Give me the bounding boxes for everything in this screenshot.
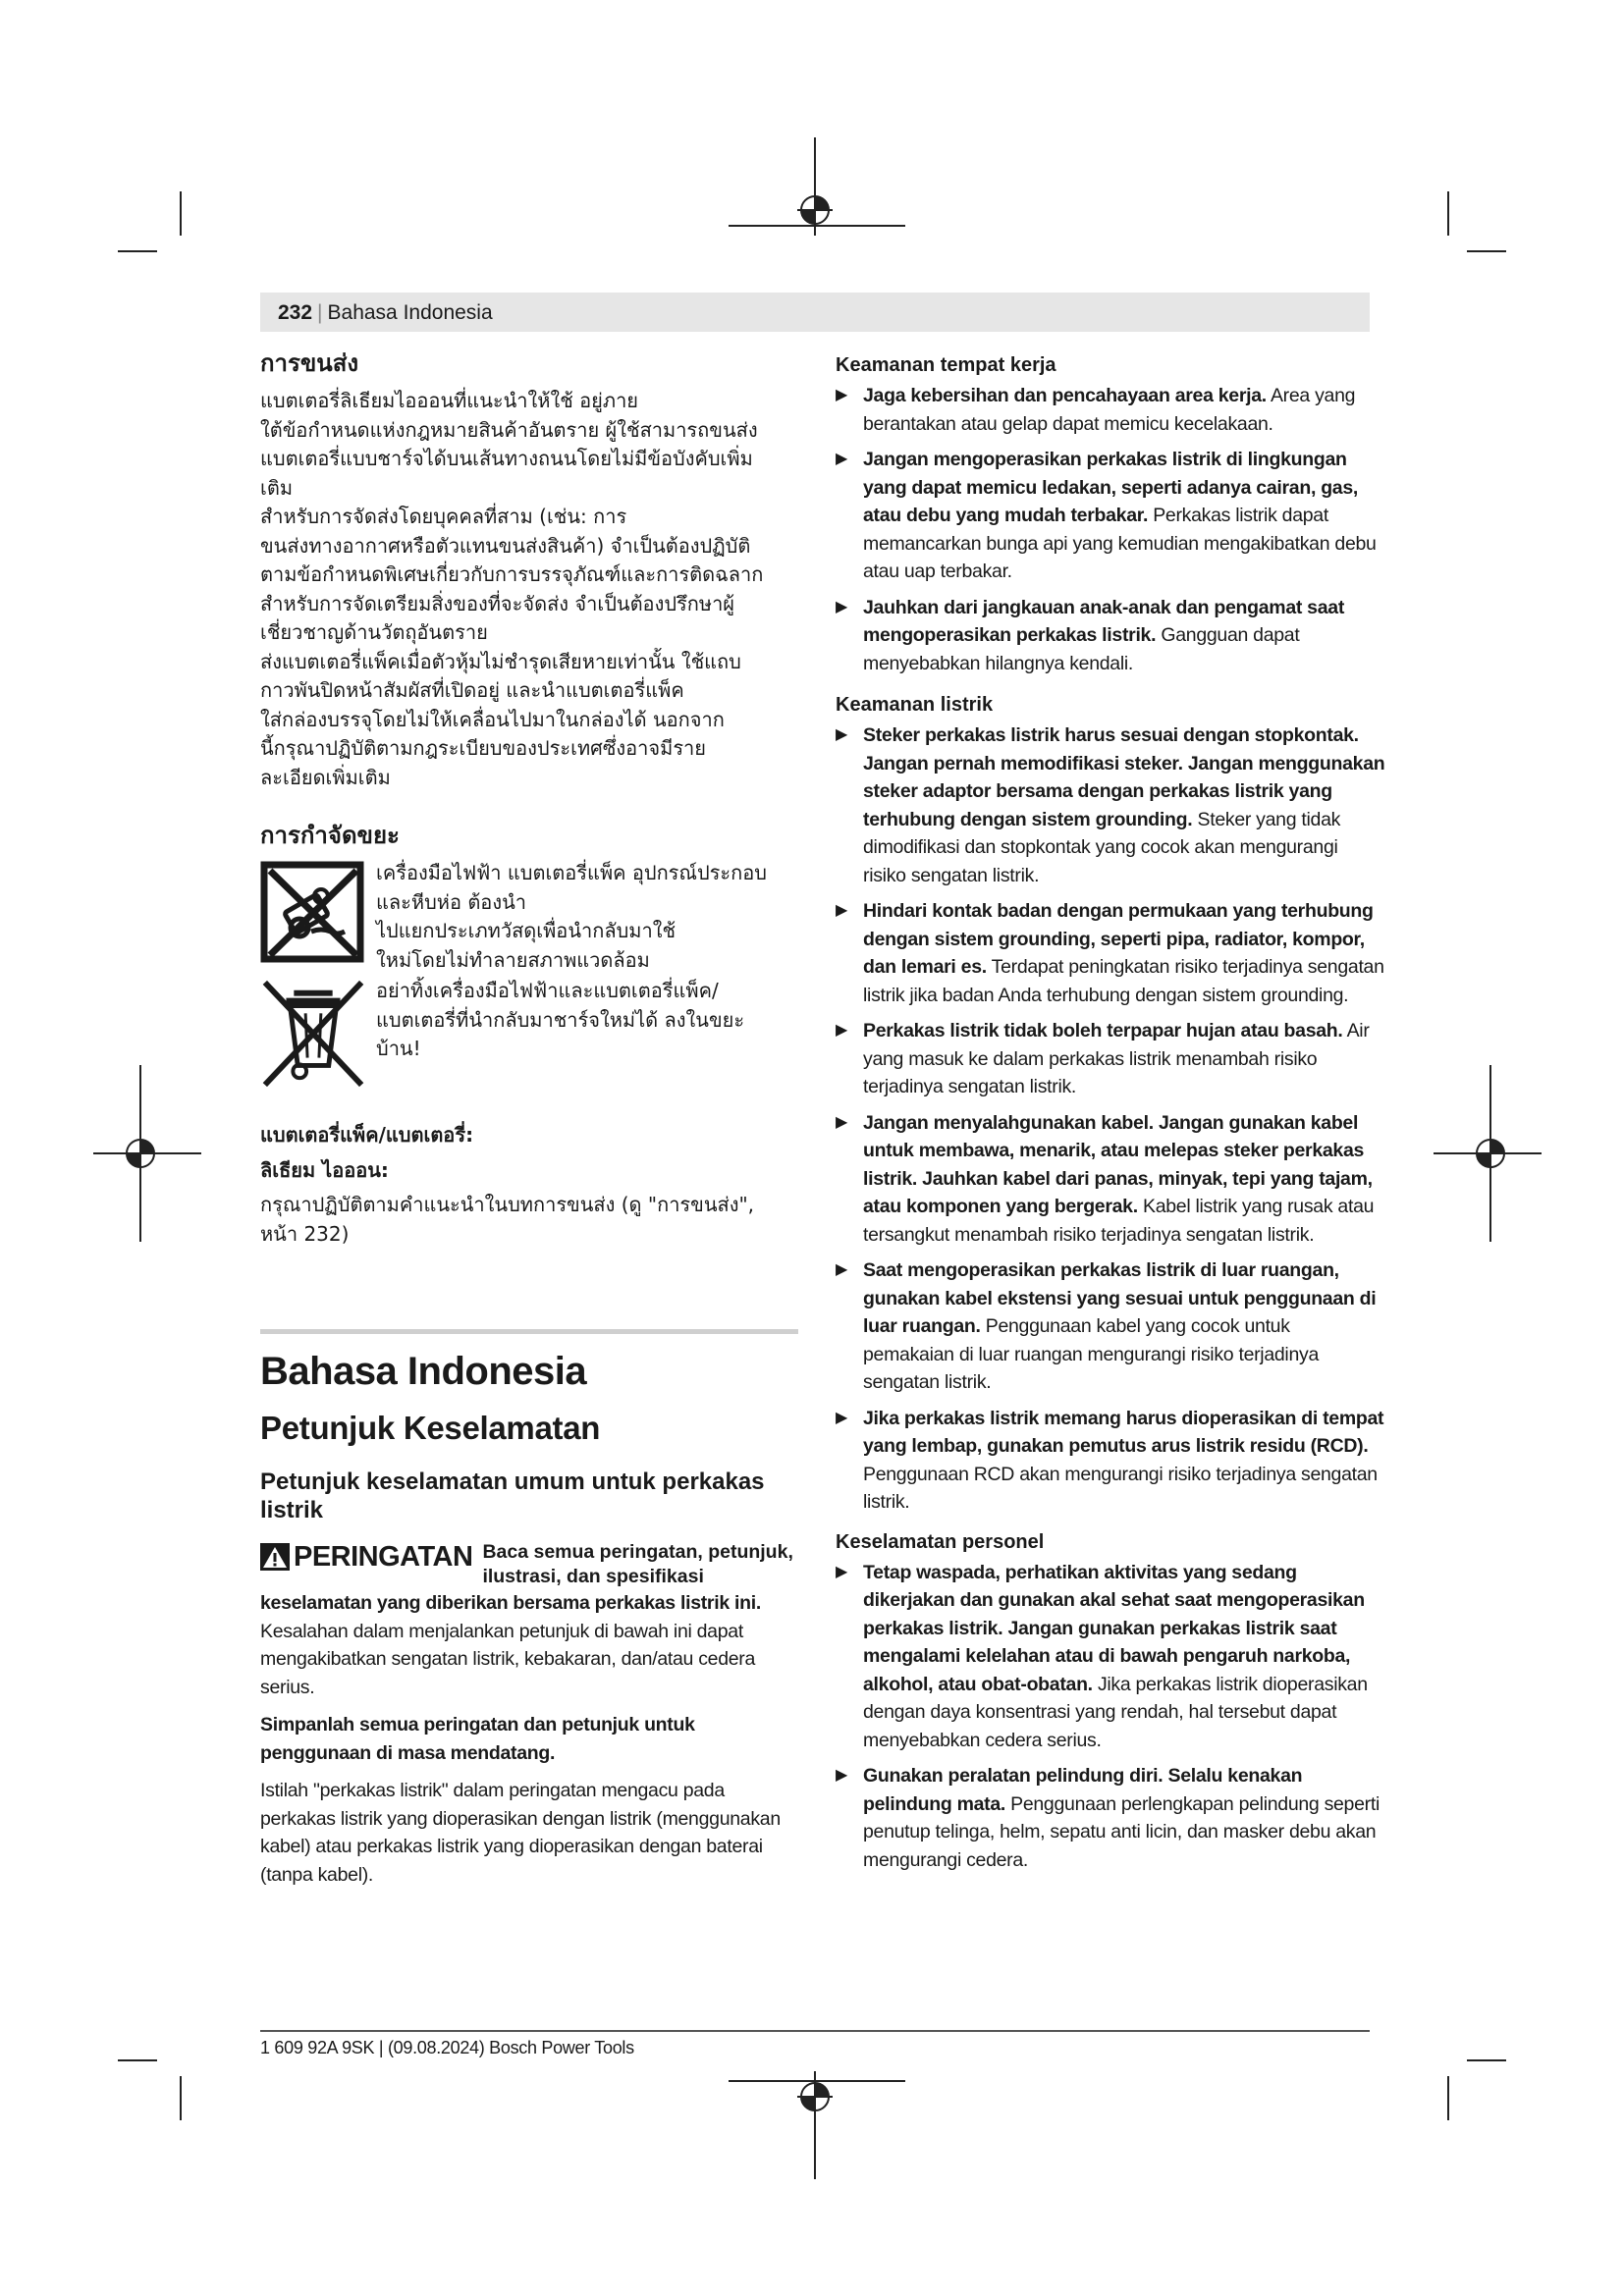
item-bold: Jika perkakas listrik memang harus dioperasikan di tempat yang lembap, gunakan pemutus arus listrik residu (RCD). (863, 1407, 1384, 1457)
warning-label: PERINGATAN (294, 1541, 473, 1573)
general-safety-title: Petunjuk keselamatan umum untuk perkakas listrik (260, 1468, 765, 1523)
item-text: Jika perkakas listrik dioperasikan dengan daya konsentrasi yang rendah, hal tersebut dapat menyebabkan cedera serius. (863, 1673, 1368, 1751)
transport-line: ส่งแบตเตอรี่แพ็คเมื่อตัวหุ้มไม่ชำรุดเสียหายเท่านั้น ใช้แถบ (260, 649, 741, 673)
list-item (836, 594, 1385, 678)
no-battery-waste-icon (260, 859, 366, 965)
battery-heading: แบตเตอรี่แพ็ค/แบตเตอรี่: (260, 1123, 474, 1147)
bullet-arrow-icon: ▶ (836, 1113, 848, 1131)
warning-lead: ilustrasi, dan spesifikasi (482, 1566, 704, 1587)
page-header: 232 | Bahasa Indonesia (278, 301, 493, 324)
warning-badge (260, 1540, 472, 1574)
footer-divider (260, 2030, 1370, 2032)
item-text: Air yang masuk ke dalam perkakas listrik menambah risiko terjadinya sengatan listrik. (863, 1020, 1370, 1097)
bullet-arrow-icon: ▶ (836, 1409, 848, 1426)
transport-line: ใส่กล่องบรรจุโดยไม่ให้เคลื่อนไปมาในกล่องได้ นอกจาก (260, 707, 725, 731)
registration-mark-right (1434, 1065, 1542, 1242)
transport-line: ใต้ข้อกำหนดแห่งกฎหมายสินค้าอันตราย ผู้ใช้สามารถขนส่ง (260, 417, 758, 442)
item-text: Terdapat peningkatan risiko terjadinya sengatan listrik jika badan Anda terhubung dengan sistem grounding. (863, 956, 1384, 1006)
list-item (836, 1017, 1385, 1101)
item-bold: Perkakas listrik tidak boleh terpapar hujan atau basah. (863, 1020, 1343, 1041)
transport-line: สำหรับการจัดส่งโดยบุคคลที่สาม (เช่น: การ (260, 505, 627, 528)
list-item (836, 1109, 1385, 1250)
bullet-arrow-icon: ▶ (836, 387, 848, 403)
disposal-item-line: เครื่องมือไฟฟ้า แบตเตอรี่แพ็ค อุปกรณ์ประกอบ (376, 861, 767, 884)
list-item (836, 1762, 1385, 1874)
disposal-item (260, 977, 798, 1091)
warning-bold-text: keselamatan yang diberikan bersama perkakas listrik ini. (260, 1592, 761, 1614)
warning-lead: Baca semua peringatan, petunjuk, (482, 1541, 793, 1563)
warning-block (260, 1540, 798, 1589)
left-column (260, 347, 798, 1889)
transport-line: เติม (260, 475, 294, 500)
list-item (836, 382, 1385, 438)
disposal-item-line: อย่าทิ้งเครื่องมือไฟฟ้าและแบตเตอรี่แพ็ค/ (376, 979, 719, 1002)
item-text: Gangguan dapat menyebabkan hilangnya kendali. (863, 624, 1300, 674)
item-text: Penggunaan perlengkapan pelindung seperti penutup telinga, helm, sepatu anti licin, dan masker debu akan mengurangi cedera. (863, 1792, 1380, 1871)
item-bold: Jauhkan dari jangkauan anak-anak dan pengamat saat mengoperasikan perkakas listrik. (863, 596, 1345, 646)
item-bold: Jaga kebersihan dan pencahayaan area kerja. (863, 385, 1267, 406)
list-item (836, 897, 1385, 1009)
item-text: Area yang berantakan atau gelap dapat memicu kecelakaan. (863, 385, 1356, 435)
item-bold: Gunakan peralatan pelindung diri. Selalu kenakan pelindung mata. (863, 1765, 1303, 1815)
list-item (836, 1256, 1385, 1397)
list-item (836, 446, 1385, 586)
crossed-out-wheelie-bin-icon (260, 977, 366, 1091)
liion-heading: ลิเธียม ไอออน: (260, 1158, 389, 1182)
disposal-item (260, 859, 798, 975)
transport-line: ละเอียดเพิ่มเติม (260, 765, 391, 789)
item-bold: Jangan menyalahgunakan kabel. Jangan gunakan kabel untuk membawa, menarik, atau melepas steker perkakas listrik. Jauhkan kabel dari panas, minyak, tepi yang tajam, atau komponen yang bergerak. (863, 1111, 1373, 1217)
item-bold: Saat mengoperasikan perkakas listrik di luar ruangan, gunakan kabel ekstensi yang sesuai untuk penggunaan di luar ruangan. (863, 1259, 1377, 1337)
liion-line: หน้า 232) (260, 1221, 350, 1246)
save-instructions-body: Istilah "perkakas listrik" dalam peringatan mengacu pada perkakas listrik yang dioperasikan dengan listrik (menggunakan kabel) atau perkakas listrik yang dioperasikan dengan baterai (tanpa kabel). (260, 1780, 781, 1886)
item-text: Penggunaan kabel yang cocok untuk pemakaian di luar ruangan mengurangi risiko terjadinya sengatan listrik. (863, 1315, 1319, 1393)
list-item (836, 1405, 1385, 1517)
bullet-arrow-icon: ▶ (836, 1767, 848, 1784)
disposal-item-line: ไปแยกประเภทวัสดุเพื่อนำกลับมาใช้ (376, 919, 677, 942)
registration-mark-bottom (729, 2071, 905, 2179)
page-number: 232 (278, 301, 313, 324)
warning-body (260, 1589, 798, 1701)
transport-line: กาวพันปิดหน้าสัมผัสที่เปิดอยู่ และนำแบตเตอรี่แพ็ค (260, 678, 684, 702)
transport-line: สำหรับการจัดเตรียมสิ่งของที่จะจัดส่ง จำเป็นต้องปรึกษาผู้ (260, 591, 735, 615)
item-bold: Steker perkakas listrik harus sesuai dengan stopkontak. Jangan pernah memodifikasi steker. Jangan menggunakan steker adaptor bersama dengan perkakas listrik yang terhubung dengan sistem grounding. (863, 724, 1385, 830)
disposal-item-line: บ้าน! (376, 1037, 421, 1060)
bullet-arrow-icon: ▶ (836, 1563, 848, 1580)
transport-line: ตามข้อกำหนดพิเศษเกี่ยวกับการบรรจุภัณฑ์และการติดฉลาก (260, 562, 764, 586)
item-bold: Hindari kontak badan dengan permukaan yang terhubung dengan sistem grounding, seperti pipa, radiator, kompor, dan lemari es. (863, 900, 1374, 978)
disposal-item-line: แบตเตอรี่ที่นำกลับมาชาร์จใหม่ได้ ลงในขยะ (376, 1007, 745, 1032)
header-section-title: Bahasa Indonesia (327, 301, 493, 324)
page-footer: 1 609 92A 9SK | (09.08.2024) Bosch Power Tools (260, 2038, 634, 2057)
disposal-item-line: และหีบห่อ ต้องนำ (376, 889, 526, 914)
bullet-arrow-icon: ▶ (836, 902, 848, 919)
safety-title: Petunjuk Keselamatan (260, 1410, 601, 1446)
section-heading-workplace: Keamanan tempat kerja (836, 354, 1056, 376)
registration-mark-top (729, 137, 905, 236)
bullet-arrow-icon: ▶ (836, 598, 848, 615)
language-title: Bahasa Indonesia (260, 1350, 587, 1393)
bullet-arrow-icon: ▶ (836, 1261, 848, 1278)
item-text: Penggunaan RCD akan mengurangi risiko terjadinya sengatan listrik. (863, 1463, 1378, 1513)
liion-line: กรุณาปฏิบัติตามคำแนะนำในบทการขนส่ง (ดู "การขนส่ง", (260, 1193, 755, 1216)
list-item (836, 721, 1385, 889)
registration-mark-left (93, 1065, 201, 1242)
item-bold: Jangan mengoperasikan perkakas listrik di lingkungan yang dapat memicu ledakan, seperti adanya cairan, gas, atau debu yang mudah terbakar. (863, 449, 1359, 526)
list-item (836, 1559, 1385, 1755)
transport-text (260, 387, 798, 792)
item-text: Steker yang tidak dimodifikasi dan stopkontak yang cocok akan mengurangi risiko sengatan listrik. (863, 808, 1341, 886)
item-text: Perkakas listrik dapat memancarkan bunga api yang kemudian mengakibatkan debu atau uap terbakar. (863, 505, 1377, 582)
disposal-heading: การกำจัดขยะ (260, 822, 400, 849)
item-text: Kabel listrik yang rusak atau tersangkut menambah risiko terjadinya sengatan listrik. (863, 1196, 1375, 1246)
bullet-arrow-icon: ▶ (836, 726, 848, 743)
bullet-arrow-icon: ▶ (836, 451, 848, 467)
disposal-item-line: ใหม่โดยไม่ทำลายสภาพแวดล้อม (376, 947, 650, 972)
transport-line: เชี่ยวชาญด้านวัตถุอันตราย (260, 620, 488, 644)
warning-triangle-icon (260, 1543, 290, 1571)
warning-text: Kesalahan dalam menjalankan petunjuk di bawah ini dapat mengakibatkan sengatan listrik, kebakaran, dan/atau cedera serius. (260, 1620, 756, 1698)
transport-line: แบตเตอรี่ลิเธียมไอออนที่แนะนำให้ใช้ อยู่ภาย (260, 389, 639, 412)
transport-heading: การขนส่ง (260, 349, 359, 377)
section-heading-personal: Keselamatan personel (836, 1530, 1045, 1553)
save-instructions-heading: Simpanlah semua peringatan dan petunjuk untuk penggunaan di masa mendatang. (260, 1714, 695, 1764)
bullet-arrow-icon: ▶ (836, 1022, 848, 1039)
transport-line: ขนส่งทางอากาศหรือตัวแทนขนส่งสินค้า) จำเป็นต้องปฏิบัติ (260, 533, 751, 558)
transport-line: แบตเตอรี่แบบชาร์จได้บนเส้นทางถนนโดยไม่มีข้อบังคับเพิ่ม (260, 447, 753, 470)
transport-line: นี้กรุณาปฏิบัติตามกฎระเบียบของประเทศซึ่งอาจมีราย (260, 736, 707, 760)
item-bold: Tetap waspada, perhatikan aktivitas yang sedang dikerjakan dan gunakan akal sehat saat mengoperasikan perkakas listrik. Jangan gunakan perkakas listrik saat mengalami kelelahan atau di bawah pengaruh narkoba, alkohol, atau obat-obatan. (863, 1561, 1365, 1695)
section-heading-electrical: Keamanan listrik (836, 694, 994, 716)
right-column (836, 351, 1385, 1882)
